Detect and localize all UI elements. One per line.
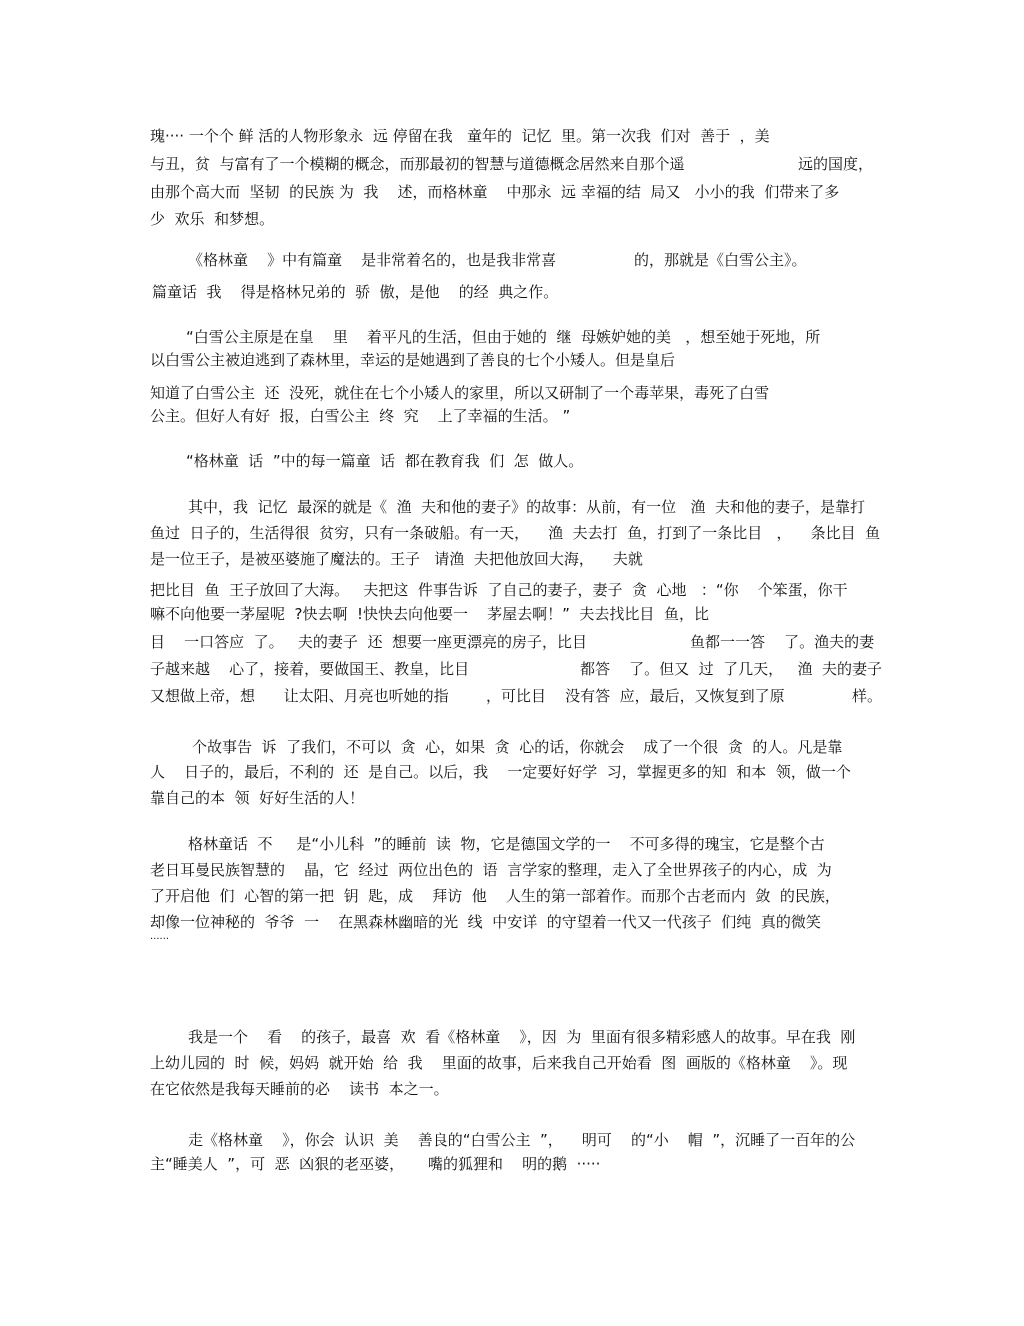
text-line: 都答 了。但又 过 了几天， 渔 夫的妻子 [580,660,882,678]
text-line: ，可比目 没有答 应，最后，又恢复到了原 [486,687,785,705]
text-line: ······ [150,934,170,945]
text-line: 子越来越 心了，接着，要做国王、教皇，比目 [150,660,470,678]
text-line: 上幼儿园的 时 候，妈妈 就开始 给 我 里面的故事，后来我自己开始看 图 画版的《格林童 》。现 [150,1054,848,1072]
text-line: 瑰···· 一个个 鲜 活的人物形象永 远 停留在我 童年的 记忆 里。第一次我 们对 善于 ，美 [150,127,770,145]
text-line: 以白雪公主被迫逃到了森林里，幸运的是她遇到了善良的七个小矮人。但是皇后 [150,351,676,369]
text-line: 却像一位神秘的 爷爷 一 在黑森林幽暗的光 线 中安详 的守望着一代又一代孩子 们纯 真的微笑 [150,913,821,931]
text-line: 其中，我 记忆 最深的就是《 渔 夫和他的妻子》的故事：从前，有一位 渔 夫和他的妻子，是靠打 [188,498,865,516]
text-line: 远的国度， [798,155,874,173]
text-line: 由那个高大而 坚韧 的民族 为 我 述，而格林童 中那永 远 幸福的结 局又 小小的我 们带来了多 [150,183,840,201]
text-line: 走《格林童 》，你会 认识 美 善良的“白雪公主 ”， 明可 的“小 帽 ”，沉睡了一百年的公 [188,1131,856,1149]
text-line: “白雪公主原是在皇 里 着平凡的生活，但由于她的 继 母嫉妒她的美 ，想至她于死地，所 [186,328,821,346]
text-line: 样。 [852,687,883,705]
text-line: 又想做上帝，想 让太阳、月亮也听她的指 [150,687,449,705]
text-line: 知道了白雪公主 还 没死，就住在七个小矮人的家里，所以又研制了一个毒苹果，毒死了白雪 [150,384,770,402]
text-line: 嘛不向他要一茅屋呢 ?快去啊 !快快去向他要一 茅屋去啊！” 夫去找比目 鱼，比 [150,605,709,623]
text-line: 把比目 鱼 王子放回了大海。 夫把这 件事告诉 了自己的妻子，妻子 贪 心地 ：“你 个笨蛋，你干 [150,581,848,599]
text-line: 靠自己的本 领 好好生活的人！ [150,789,365,807]
text-line: 老日耳曼民族智慧的 晶，它 经过 两位出色的 语 言学家的整理，走入了全世界孩子的内心，成 为 [150,861,832,879]
text-line: 是一位王子，是被巫婆施了魔法的。王子 请渔 夫把他放回大海， 夫就 [150,550,643,568]
text-line: 篇童话 我 得是格林兄弟的 骄 傲，是他 的经 典之作。 [152,283,559,301]
text-line: 公主。但好人有好 报，白雪公主 终 究 上了幸福的生活。 ” [150,407,571,425]
text-line: 了开启他 们 心智的第一把 钥 匙，成 拜访 他 人生的第一部着作。而那个古老而内 敛 的民族， [150,887,840,905]
text-line: 个故事告 诉 了我们，不可以 贪 心，如果 贪 心的话，你就会 成了一个很 贪 的人。凡是靠 [192,738,843,756]
text-line: 与丑，贫 与富有了一个模糊的概念，而那最初的智慧与道德概念居然来自那个遥 [150,155,685,173]
text-line: 鱼都一一答 了。渔夫的妻 [690,633,875,651]
text-line: 人 日子的，最后，不利的 还 是自己。以后，我 一定要好好学 习，掌握更多的知 和本 领，做一个 [150,763,851,781]
text-line: “格林童 话 ”中的每一篇童 话 都在教育我 们 怎 做人。 [186,452,584,470]
text-line: 主“睡美人 ”，可 恶 凶狠的老巫婆， 嘴的狐狸和 明的鹅 ····· [150,1155,601,1173]
text-line: 的，那就是《白雪公主》。 [634,251,807,269]
text-line: 少 欢乐 和梦想。 [150,210,275,228]
text-line: 鱼过 日子的，生活得很 贫穷，只有一条破船。有一天， 渔 夫去打 鱼，打到了一条比目 ， 条比目 鱼 [150,524,881,542]
text-line: 《格林童 》中有篇童 是非常着名的，也是我非常喜 [188,251,557,269]
text-line: 目 一口答应 了。 夫的妻子 还 想要一座更漂亮的房子，比目 [150,633,587,651]
text-line: 我是一个 看 的孩子，最喜 欢 看《格林童 》，因 为 里面有很多精彩感人的故事。早在我 刚 [188,1028,856,1046]
text-line: 格林童话 不 是“小儿科 ”的睡前 读 物，它是德国文学的一 不可多得的瑰宝，它是整个古 [188,835,825,853]
text-line: 在它依然是我每天睡前的必 读书 本之一。 [150,1080,449,1098]
